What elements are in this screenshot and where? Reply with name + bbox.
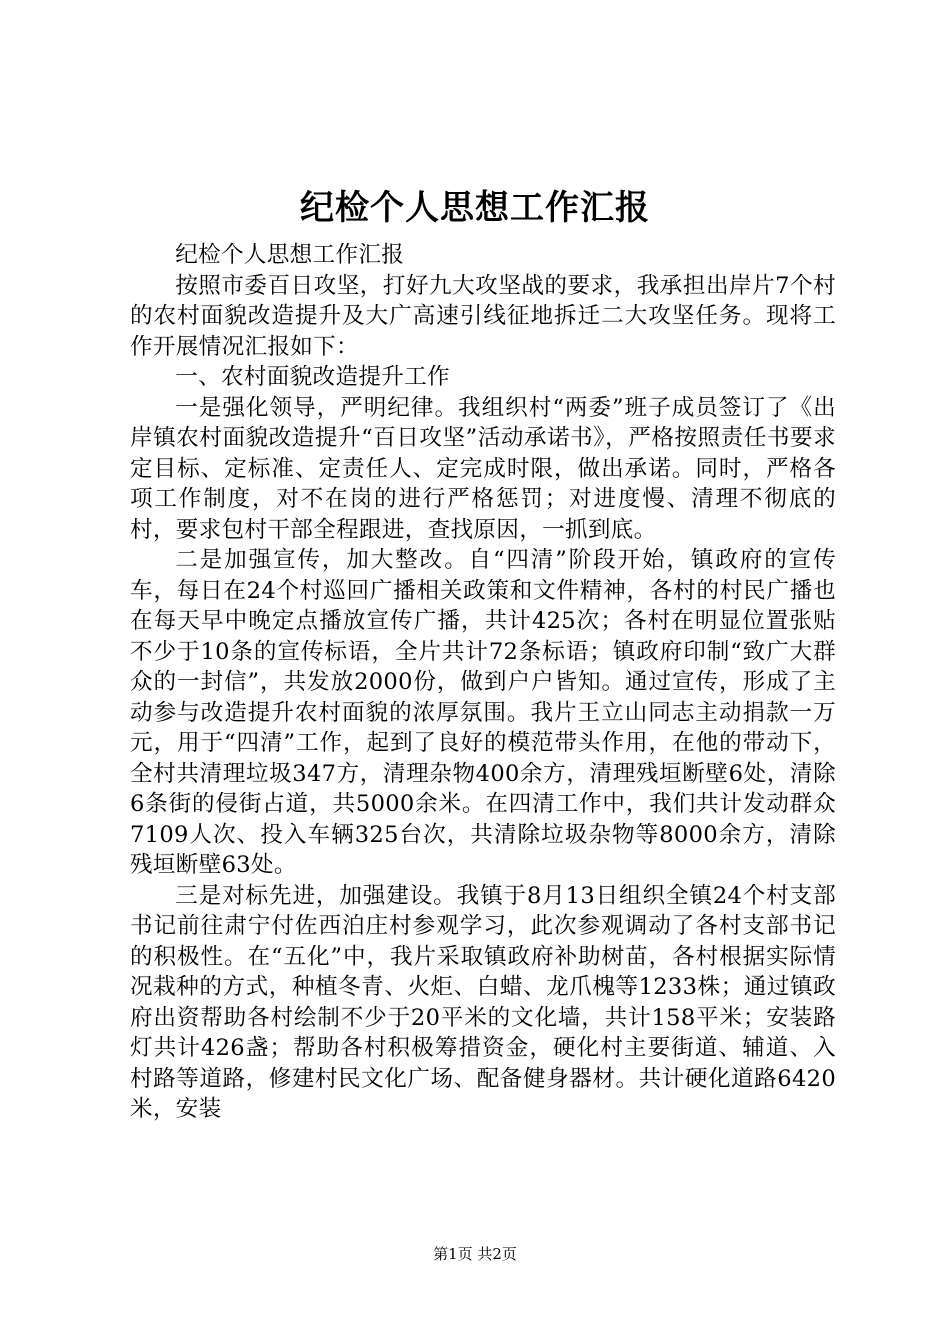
paragraph-point-2: 二是加强宣传，加大整改。自“四清”阶段开始，镇政府的宣传车，每日在24个村巡回广播相关政策和文件精神，各村的村民广播也在每天早中晚定点播放宣传广播，共计425次；各村在明显位置张贴不少于10条的宣传标语，全片共计72条标语；镇政府印制“致广大群众的一封信”，共发放2000份，做到户户皆知。通过宣传，形成了主动参与改造提升农村面貌的浓厚氛围。我片王立山同志主动捐款一万元，用于“四清”工作，起到了良好的模范带头作用，在他的带动下，全村共清理垃圾347方，清理杂物400余方，清理残垣断壁6处，清除6条街的侵街占道，共5000余米。在四清工作中，我们共计发动群众7109人次、投入车辆325台次，共清除垃圾杂物等8000余方，清除残垣断壁63处。 [130,547,836,878]
page-number: 第1页 共2页 [433,1245,517,1263]
page-title: 纪检个人思想工作汇报 [300,188,650,228]
document-body [130,240,836,1125]
paragraph-point-3: 三是对标先进，加强建设。我镇于8月13日组织全镇24个村支部书记前往肃宁付佐西泊庄村参观学习，此次参观调动了各村支部书记的积极性。在“五化”中，我片采取镇政府补助树苗，各村根据实际情况栽种的方式，种植冬青、火炬、白蜡、龙爪槐等1233株；通过镇政府出资帮助各村绘制不少于20平米的文化墙，共计158平米；安装路灯共计426盏；帮助各村积极筹措资金，硬化村主要街道、辅道、入村路等道路，修建村民文化广场、配备健身器材。共计硬化道路6420米，安装 [130,882,836,1122]
paragraph-point-1: 一是强化领导，严明纪律。我组织村“两委”班子成员签订了《出岸镇农村面貌改造提升“百日攻坚”活动承诺书》，严格按照责任书要求定目标、定标准、定责任人、定完成时限，做出承诺。同时，严格各项工作制度，对不在岗的进行严格惩罚；对进度慢、清理不彻底的村，要求包村干部全程跟进，查找原因，一抓到底。 [130,394,836,543]
paragraph-subtitle: 纪检个人思想工作汇报 [175,242,405,268]
paragraph-intro: 按照市委百日攻坚，打好九大攻坚战的要求，我承担出岸片7个村的农村面貌改造提升及大广高速引线征地拆迁二大攻坚任务。现将工作开展情况汇报如下： [130,272,836,360]
section-heading: 一、农村面貌改造提升工作 [175,364,450,390]
